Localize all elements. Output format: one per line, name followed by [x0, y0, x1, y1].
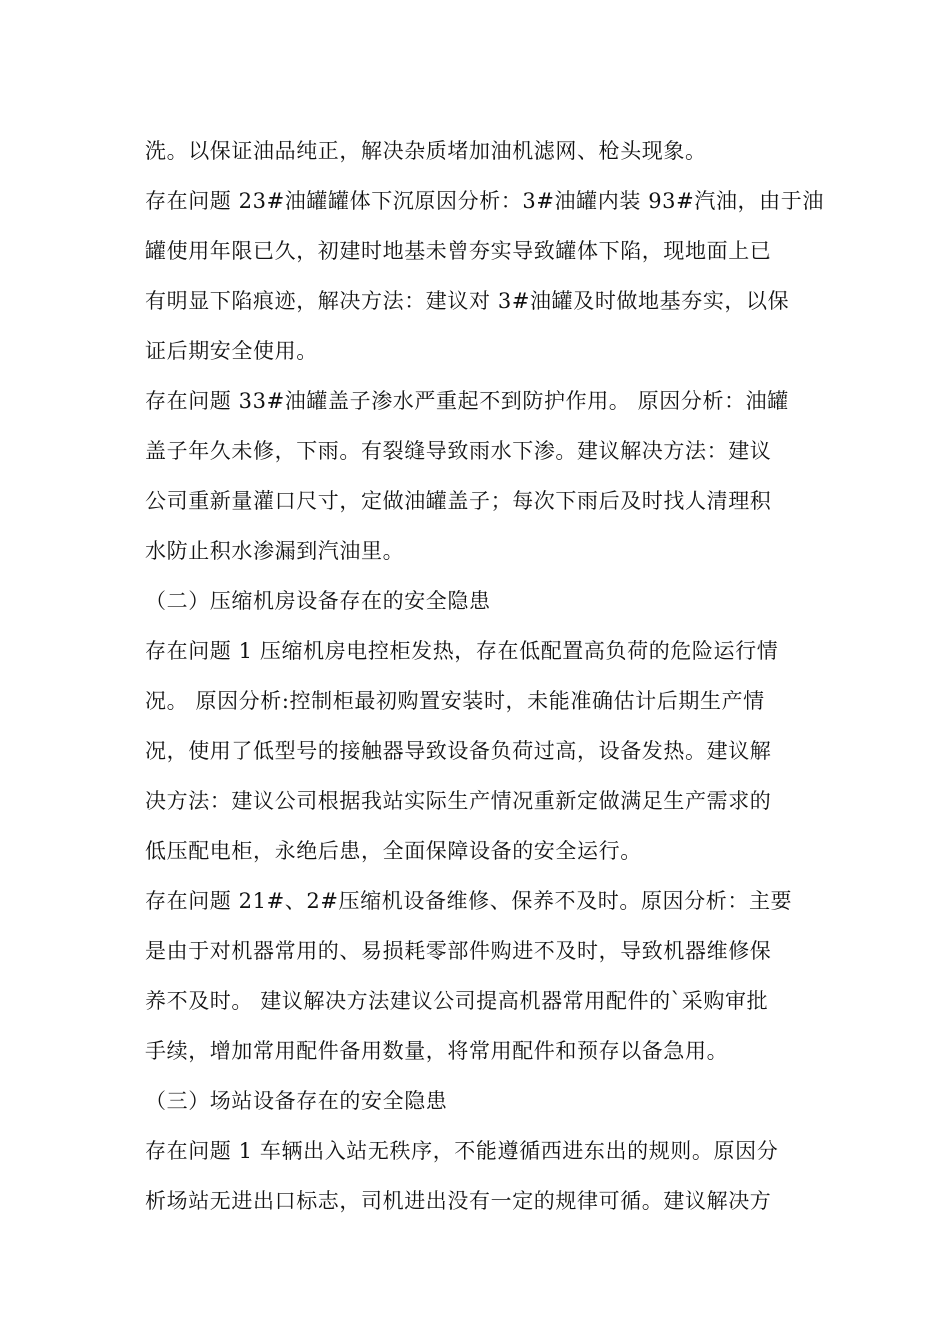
text-line: 存在问题 1 车辆出入站无秩序，不能遵循西进东出的规则。原因分: [145, 1139, 779, 1163]
text-line: 况，使用了低型号的接触器导致设备负荷过高，设备发热。建议解: [145, 739, 772, 763]
text-line: 洗。以保证油品纯正，解决杂质堵加油机滤网、枪头现象。: [145, 139, 707, 163]
text-line: 析场站无进出口标志，司机进出没有一定的规律可循。建议解决方: [145, 1189, 772, 1213]
text-line: 盖子年久未修，下雨。有裂缝导致雨水下渗。建议解决方法：建议: [145, 439, 772, 463]
section-heading: （三）场站设备存在的安全隐患: [145, 1089, 448, 1113]
text-line: 公司重新量灌口尺寸，定做油罐盖子；每次下雨后及时找人清理积: [145, 489, 772, 513]
text-line: 罐使用年限已久，初建时地基未曾夯实导致罐体下陷，现地面上已: [145, 239, 772, 263]
text-line: 有明显下陷痕迹，解决方法：建议对 3#油罐及时做地基夯实，以保: [145, 289, 790, 313]
text-line: 是由于对机器常用的、易损耗零部件购进不及时，导致机器维修保: [145, 939, 772, 963]
section-heading: （二）压缩机房设备存在的安全隐患: [145, 589, 491, 613]
text-line: 存在问题 33#油罐盖子渗水严重起不到防护作用。 原因分析：油罐: [145, 389, 789, 413]
text-line: 低压配电柜，永绝后患，全面保障设备的安全运行。: [145, 839, 642, 863]
text-line: 证后期安全使用。: [145, 339, 318, 363]
text-line: 存在问题 21#、2#压缩机设备维修、保养不及时。原因分析：主要: [145, 889, 793, 913]
text-line: 决方法：建议公司根据我站实际生产情况重新定做满足生产需求的: [145, 789, 772, 813]
text-line: 况。 原因分析:控制柜最初购置安装时，未能准确估计后期生产情: [145, 689, 765, 713]
text-line: 手续，增加常用配件备用数量，将常用配件和预存以备急用。: [145, 1039, 729, 1063]
text-line: 水防止积水渗漏到汽油里。: [145, 539, 405, 563]
text-line: 存在问题 23#油罐罐体下沉原因分析：3#油罐内装 93#汽油，由于油: [145, 189, 824, 213]
text-line: 养不及时。 建议解决方法建议公司提高机器常用配件的`采购审批: [145, 989, 769, 1013]
text-line: 存在问题 1 压缩机房电控柜发热，存在低配置高负荷的危险运行情: [145, 639, 779, 663]
